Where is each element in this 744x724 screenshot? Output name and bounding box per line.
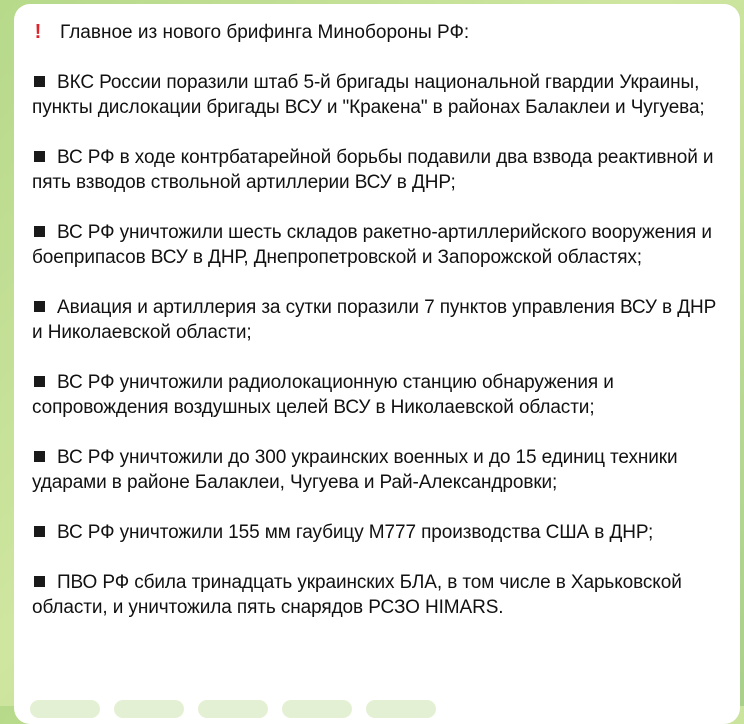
list-item-text: ВС РФ в ходе контрбатарейной борьбы подавили два взвода реактивной и пять взводов ствольной артиллерии ВСУ в ДНР; xyxy=(32,147,714,193)
black-square-icon xyxy=(34,451,45,462)
list-item-text: ВС РФ уничтожили до 300 украинских военных и до 15 единиц техники ударами в районе Балаклеи, Чугуева и Рай-Александровки; xyxy=(32,447,678,493)
list-item-text: Авиация и артиллерия за сутки поразили 7 пунктов управления ВСУ в ДНР и Николаевской области; xyxy=(32,297,717,343)
list-item-text: ВС РФ уничтожили радиолокационную станцию обнаружения и сопровождения воздушных целей ВСУ в Николаевской области; xyxy=(32,372,614,418)
message-headline xyxy=(32,20,730,45)
black-square-icon xyxy=(34,226,45,237)
list-item xyxy=(32,70,730,120)
black-square-icon xyxy=(34,76,45,87)
list-item xyxy=(32,220,730,270)
black-square-icon xyxy=(34,376,45,387)
list-item xyxy=(32,295,730,345)
black-square-icon xyxy=(34,526,45,537)
reaction-chip[interactable] xyxy=(282,700,352,718)
list-item xyxy=(32,570,730,620)
list-item xyxy=(32,445,730,495)
black-square-icon xyxy=(34,301,45,312)
list-item xyxy=(32,520,730,545)
list-item-text: ВКС России поразили штаб 5-й бригады национальной гвардии Украины, пункты дислокации бригады ВСУ и "Кракена" в районах Балаклеи и Чугуева; xyxy=(32,72,705,118)
black-square-icon xyxy=(34,576,45,587)
list-item-text: ПВО РФ сбила тринадцать украинских БЛА, в том числе в Харьковской области, и уничтожила пять снарядов РСЗО HIMARS. xyxy=(32,572,682,618)
list-item-text: ВС РФ уничтожили шесть складов ракетно-артиллерийского вооружения и боеприпасов ВСУ в ДНР, Днепропетровской и Запорожской областях; xyxy=(32,222,712,268)
list-item xyxy=(32,370,730,420)
list-item-text: ВС РФ уничтожили 155 мм гаубицу М777 производства США в ДНР; xyxy=(57,522,654,543)
reaction-chip[interactable] xyxy=(198,700,268,718)
exclamation-icon: ! xyxy=(34,21,42,43)
reaction-chip[interactable] xyxy=(366,700,436,718)
reactions-row xyxy=(30,700,436,718)
reaction-chip[interactable] xyxy=(114,700,184,718)
reaction-chip[interactable] xyxy=(30,700,100,718)
headline-text: Главное из нового брифинга Минобороны РФ: xyxy=(60,22,470,43)
list-item xyxy=(32,145,730,195)
message-bubble xyxy=(14,4,740,724)
black-square-icon xyxy=(34,151,45,162)
